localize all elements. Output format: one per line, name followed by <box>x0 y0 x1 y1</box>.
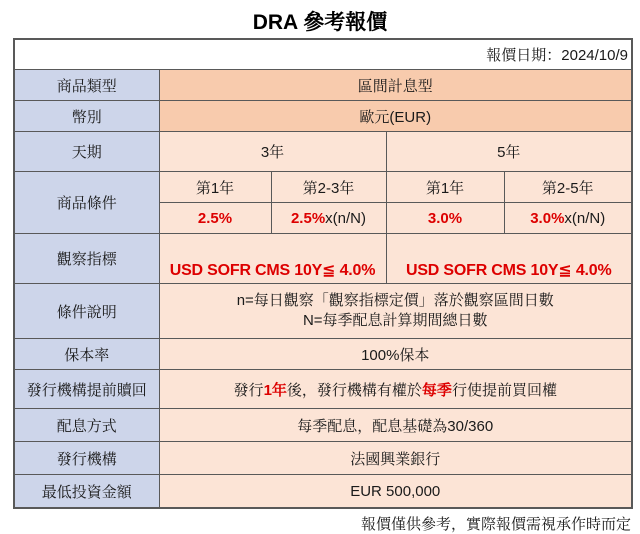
quote-date-row <box>14 39 632 70</box>
currency-row <box>14 101 632 132</box>
tenor-label: 天期 <box>14 132 159 172</box>
conditions-rate-2 <box>271 203 386 234</box>
issuer-label: 發行機構 <box>14 442 159 475</box>
conditions-rate-4 <box>504 203 632 234</box>
quote-table <box>13 38 633 509</box>
observation-row <box>14 234 632 284</box>
tenor-3y-value: 3年 <box>159 132 386 172</box>
quote-date-cell <box>14 39 632 70</box>
issuer-row <box>14 442 632 475</box>
rate-red-part: 2.5% <box>197 209 233 227</box>
conditions-period-4: 第2-5年 <box>504 172 632 203</box>
tenor-row <box>14 132 632 172</box>
issuer-call-row <box>14 370 632 409</box>
rate-suffix: x(n/N) <box>564 209 606 227</box>
observation-5y-text: USD SOFR CMS 10Y≦ 4.0% <box>405 262 612 279</box>
condition-note-value <box>159 284 632 339</box>
coupon-row <box>14 409 632 442</box>
condition-note-row <box>14 284 632 339</box>
product-type-row <box>14 70 632 101</box>
observation-5y-value <box>386 234 632 284</box>
coupon-value: 每季配息，配息基礎為30/360 <box>159 409 632 442</box>
disclaimer-note: 報價僅供參考，實際報價需視承作時而定 <box>360 516 631 533</box>
conditions-period-2: 第2-3年 <box>271 172 386 203</box>
min-investment-label: 最低投資金額 <box>14 475 159 509</box>
issuer-call-pre: 發行 <box>233 381 264 399</box>
rate-red-part: 2.5% <box>290 209 326 227</box>
condition-note-line2: N=每季配息計算期間總日數 <box>302 312 488 329</box>
conditions-period-1: 第1年 <box>159 172 271 203</box>
page-title: DRA 參考報價 <box>252 11 388 34</box>
issuer-call-red2: 每季 <box>421 381 452 399</box>
rate-red-part: 3.0% <box>530 209 565 227</box>
rate-suffix: x(n/N) <box>325 209 367 227</box>
condition-note-label: 條件說明 <box>14 284 159 339</box>
rate-red-part: 3.0% <box>427 209 463 227</box>
issuer-call-mid: 後，發行機構有權於 <box>286 381 422 399</box>
condition-note-line1: n=每日觀察「觀察指標定價」落於觀察區間日數 <box>236 291 554 309</box>
conditions-rate-3 <box>386 203 504 234</box>
observation-label: 觀察指標 <box>14 234 159 284</box>
issuer-call-value <box>159 370 632 409</box>
currency-label: 幣別 <box>14 101 159 132</box>
tenor-5y-value: 5年 <box>386 132 632 172</box>
conditions-label: 商品條件 <box>14 172 159 234</box>
coupon-label: 配息方式 <box>14 409 159 442</box>
min-investment-value: EUR 500,000 <box>159 475 632 509</box>
issuer-call-label: 發行機構提前贖回 <box>14 370 159 409</box>
product-type-label: 商品類型 <box>14 70 159 101</box>
observation-3y-text: USD SOFR CMS 10Y≦ 4.0% <box>169 262 376 279</box>
conditions-rate-1 <box>159 203 271 234</box>
issuer-call-red1: 1年 <box>263 381 287 399</box>
product-type-value: 區間計息型 <box>159 70 632 101</box>
protection-label: 保本率 <box>14 339 159 370</box>
observation-3y-value <box>159 234 386 284</box>
conditions-period-row <box>14 172 632 203</box>
conditions-period-3: 第1年 <box>386 172 504 203</box>
issuer-call-post: 行使提前買回權 <box>451 381 557 399</box>
protection-row <box>14 339 632 370</box>
min-investment-row <box>14 475 632 509</box>
quote-date-value: 2024/10/9 <box>561 47 628 64</box>
quote-date-label: 報價日期： <box>486 47 562 64</box>
protection-value: 100%保本 <box>159 339 632 370</box>
currency-value: 歐元(EUR) <box>159 101 632 132</box>
issuer-value: 法國興業銀行 <box>159 442 632 475</box>
